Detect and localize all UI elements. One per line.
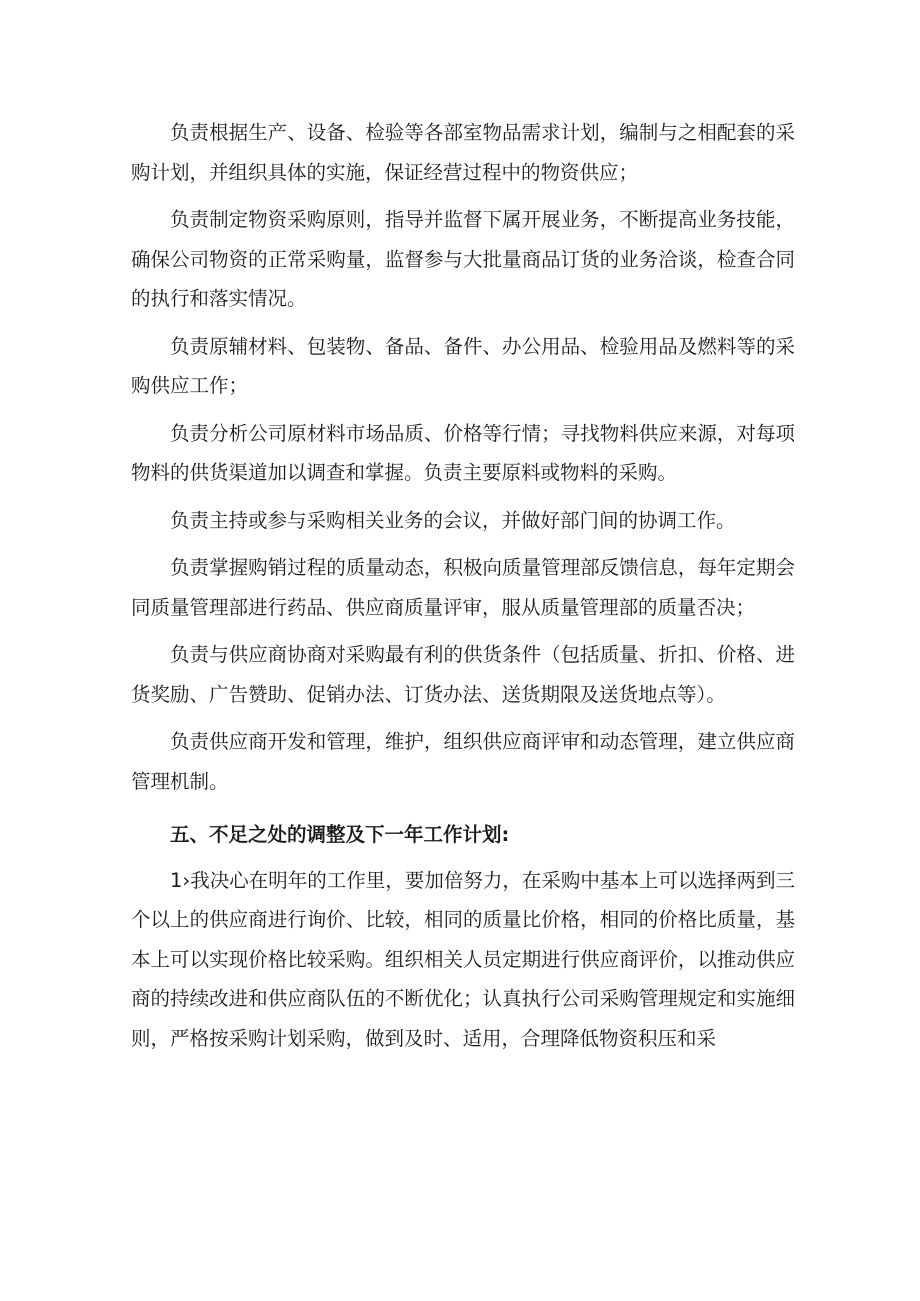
- section-heading: 五、不足之处的调整及下一年工作计划:: [170, 823, 510, 846]
- paragraph-purchase-plan: 负责根据生产、设备、检验等各部室物品需求计划，编制与之相配套的采购计划，并组织具体的实施，保证经营过程中的物资供应；: [131, 121, 795, 184]
- paragraph-supply-conditions: 负责与供应商协商对采购最有利的供货条件（包括质量、折扣、价格、进货奖励、广告赞助、促销办法、订货办法、送货期限及送货地点等）。: [131, 643, 795, 706]
- paragraph-materials-supply: 负责原辅材料、包装物、备品、备件、办公用品、检验用品及燃料等的采购供应工作；: [131, 334, 795, 397]
- document-body: [131, 113, 795, 1066]
- paragraph-purchase-principles: 负责制定物资采购原则，指导并监督下属开展业务，不断提高业务技能，确保公司物资的正常采购量，监督参与大批量商品订货的业务洽谈，检查合同的执行和落实情况。: [131, 208, 795, 310]
- paragraph-supplier-management: 负责供应商开发和管理，维护，组织供应商评审和动态管理，建立供应商管理机制。: [131, 730, 795, 793]
- paragraph-quality-dynamics: 负责掌握购销过程的质量动态，积极向质量管理部反馈信息，每年定期会同质量管理部进行药品、供应商质量评审，服从质量管理部的质量否决；: [131, 556, 795, 619]
- paragraph-meetings: 负责主持或参与采购相关业务的会议，并做好部门间的协调工作。: [170, 508, 736, 532]
- paragraph-next-year-plan: 1›我决心在明年的工作里，要加倍努力，在采购中基本上可以选择两到三个以上的供应商进行询价、比较，相同的质量比价格，相同的价格比质量，基本上可以实现价格比较采购。组织相关人员定期进行供应商评价，以推动供应商的持续改进和供应商队伍的不断优化；认真执行公司采购管理规定和实施细则，严格按采购计划采购，做到及时、适用，合理降低物资积压和采: [131, 868, 795, 1050]
- paragraph-market-analysis: 负责分析公司原材料市场品质、价格等行情；寻找物料供应来源，对每项物料的供货渠道加以调查和掌握。负责主要原料或物料的采购。: [131, 421, 795, 484]
